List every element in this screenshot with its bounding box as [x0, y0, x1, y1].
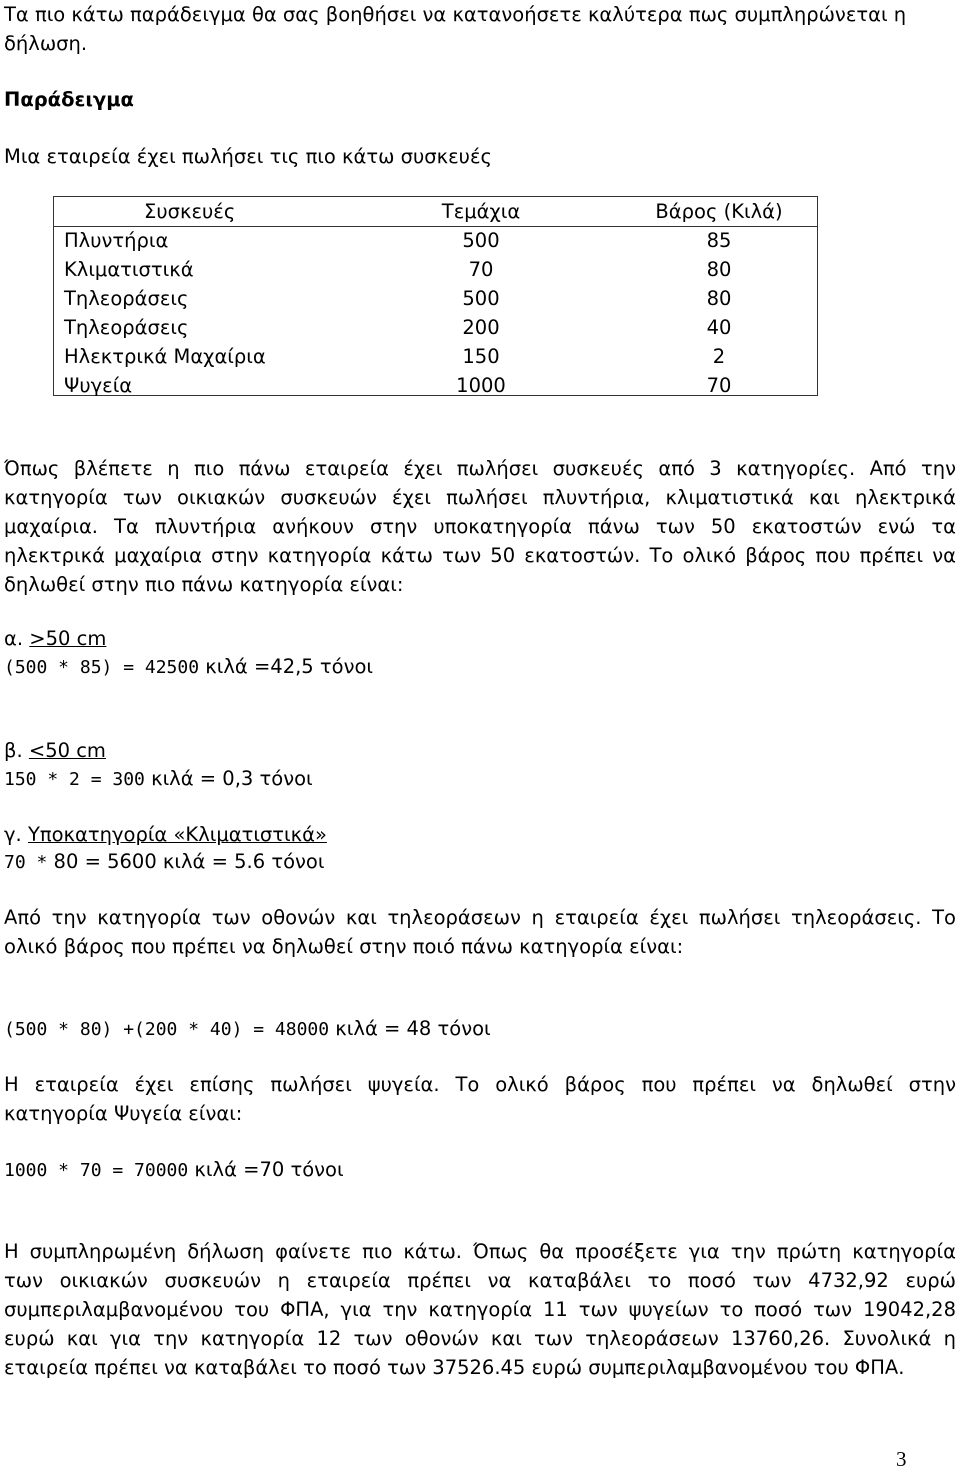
table-row	[54, 226, 817, 255]
example-intro: Μια εταιρεία έχει πωλήσει τις πιο κάτω συσκευές	[4, 145, 492, 168]
intro-line-2: δήλωση.	[4, 32, 88, 55]
paragraph-4-line: εταιρεία πρέπει να καταβάλει το ποσό των 37526.45 ευρώ συμπεριλαμβανομένου του ΦΠΑ.	[4, 1356, 905, 1379]
table-cell-device: Ψυγεία	[64, 374, 133, 397]
table-cell-units: 1000	[456, 374, 506, 397]
paragraph-1-line: μαχαίρια. Τα πλυντήρια ανήκουν στην υποκατηγορία πάνω των 50 εκατοστών ενώ τα	[4, 515, 956, 538]
fridge-result: κιλά =70 τόνοι	[188, 1158, 344, 1181]
table-cell-device: Ηλεκτρικά Μαχαίρια	[64, 345, 266, 368]
tv-formula: (500 * 80) +(200 * 40) = 48000	[4, 1019, 330, 1040]
paragraph-3-line: Η εταιρεία έχει επίσης πωλήσει ψυγεία. Το ολικό βάρος που πρέπει να δηλωθεί στην	[4, 1073, 956, 1096]
paragraph-1-line: Όπως βλέπετε η πιο πάνω εταιρεία έχει πωλήσει συσκευές από 3 κατηγορίες. Από την	[4, 457, 956, 480]
section-a-label: >50 cm	[29, 627, 107, 650]
table-row	[54, 371, 817, 400]
table-header-row	[54, 197, 817, 227]
table-cell-weight: 80	[706, 287, 732, 310]
table-row	[54, 284, 817, 313]
section-b-result: κιλά = 0,3 τόνοι	[144, 767, 313, 790]
section-c-result: 80 = 5600 κιλά = 5.6 τόνοι	[47, 850, 325, 873]
table-header-weight: Βάρος (Κιλά)	[655, 200, 783, 223]
paragraph-1-line: ηλεκτρικά μαχαίρια στην κατηγορία κάτω των 50 εκατοστών. Το ολικό βάρος που πρέπει να	[4, 544, 956, 567]
table-cell-device: Πλυντήρια	[64, 229, 169, 252]
table-cell-units: 200	[462, 316, 500, 339]
example-heading: Παράδειγμα	[4, 88, 134, 111]
section-b-calculation	[4, 764, 313, 794]
paragraph-3-line: κατηγορία Ψυγεία είναι:	[4, 1102, 243, 1125]
section-c-label: Υποκατηγορία «Κλιματιστικά»	[27, 823, 327, 846]
table-cell-units: 70	[468, 258, 494, 281]
intro-line-1: Τα πιο κάτω παράδειγμα θα σας βοηθήσει να κατανοήσετε καλύτερα πως συμπληρώνεται η	[4, 3, 907, 26]
section-c-letter: γ.	[4, 823, 22, 846]
table-row	[54, 255, 817, 284]
tv-result: κιλά = 48 τόνοι	[329, 1017, 491, 1040]
table-row	[54, 313, 817, 342]
section-a-formula: (500 * 85) = 42500	[4, 657, 200, 678]
table-cell-device: Τηλεοράσεις	[64, 316, 189, 339]
section-b-label: <50 cm	[28, 739, 106, 762]
table-cell-device: Κλιματιστικά	[64, 258, 194, 281]
paragraph-1-line: κατηγορία των οικιακών συσκευών έχει πωλήσει πλυντήρια, κλιματιστικά και ηλεκτρικά	[4, 486, 956, 509]
section-b-formula: 150 * 2 = 300	[4, 769, 145, 790]
section-c-formula: 70 *	[4, 852, 48, 873]
fridge-calculation	[4, 1155, 344, 1185]
table-cell-weight: 80	[706, 258, 732, 281]
paragraph-4-line: Η συμπληρωμένη δήλωση φαίνετε πιο κάτω. Όπως θα προσέξετε για την πρώτη κατηγορία	[4, 1240, 956, 1263]
section-c-heading	[4, 820, 327, 849]
paragraph-4-line: ευρώ και για την κατηγορία 12 των οθονών και των τηλεοράσεων 13760,26. Συνολικά η	[4, 1327, 956, 1350]
section-a-heading	[4, 624, 106, 653]
table-cell-units: 150	[462, 345, 500, 368]
paragraph-4-line: των οικιακών συσκευών η εταιρεία πρέπει να καταβάλει το ποσό των 4732,92 ευρώ	[4, 1269, 956, 1292]
paragraph-2-line: Από την κατηγορία των οθονών και τηλεοράσεων η εταιρεία έχει πωλήσει τηλεοράσεις. Το	[4, 906, 956, 929]
table-cell-weight: 2	[712, 345, 726, 368]
section-c-calculation	[4, 847, 324, 877]
devices-table	[53, 196, 818, 396]
table-row	[54, 342, 817, 371]
section-a-letter: α.	[4, 627, 24, 650]
table-cell-units: 500	[462, 287, 500, 310]
table-header-units: Τεμάχια	[441, 200, 521, 223]
section-b-letter: β.	[4, 739, 23, 762]
table-cell-weight: 70	[706, 374, 732, 397]
fridge-formula: 1000 * 70 = 70000	[4, 1160, 189, 1181]
table-cell-weight: 85	[706, 229, 732, 252]
page-number: 3	[896, 1447, 907, 1471]
paragraph-4-line: συμπεριλαμβανομένου του ΦΠΑ, για την κατηγορία 11 των ψυγείων το ποσό των 19042,28	[4, 1298, 956, 1321]
section-a-calculation	[4, 652, 373, 682]
table-cell-units: 500	[462, 229, 500, 252]
table-cell-weight: 40	[706, 316, 732, 339]
section-b-heading	[4, 736, 106, 765]
section-a-result: κιλά =42,5 τόνοι	[199, 655, 374, 678]
table-header-devices: Συσκευές	[144, 200, 236, 223]
paragraph-1-line: δηλωθεί στην πιο πάνω κατηγορία είναι:	[4, 573, 404, 596]
tv-calculation	[4, 1014, 491, 1044]
table-cell-device: Τηλεοράσεις	[64, 287, 189, 310]
paragraph-2-line: ολικό βάρος που πρέπει να δηλωθεί στην ποιό πάνω κατηγορία είναι:	[4, 935, 684, 958]
